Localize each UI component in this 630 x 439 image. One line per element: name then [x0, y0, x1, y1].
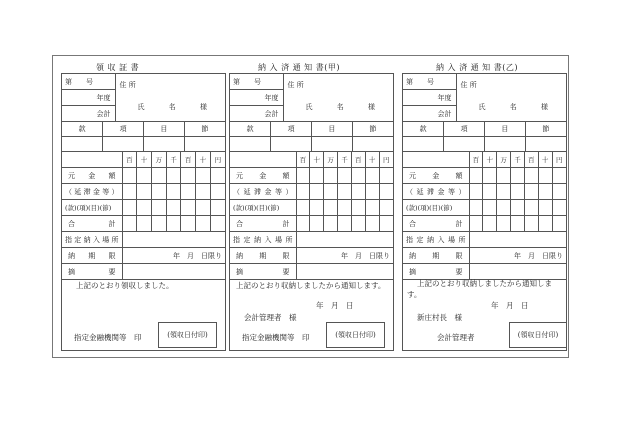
- budget-moku: 目: [312, 122, 353, 137]
- info-table: [403, 232, 566, 280]
- date-line: 年 月 日: [491, 301, 529, 310]
- budget-cell: [444, 137, 485, 152]
- budget-table: [230, 122, 393, 152]
- budget-cell: [352, 137, 393, 152]
- digit-juu: 十: [365, 152, 379, 168]
- receipt-date-stamp-box: [326, 322, 385, 348]
- digit-juu: 十: [483, 152, 497, 168]
- amount-spacer: [230, 152, 296, 168]
- slip-notice-a: [229, 73, 394, 351]
- total-label: 合 計: [62, 216, 122, 232]
- slip-receipt: [61, 73, 226, 351]
- budget-kou: 項: [271, 122, 312, 137]
- receipt-date-stamp-box: [158, 322, 217, 348]
- budget-moku: 目: [144, 122, 185, 137]
- digit-man: 万: [497, 152, 511, 168]
- budget-kan: 款: [403, 122, 444, 137]
- deadline-value: 年 月 日限り: [469, 248, 566, 264]
- institution-seal-label: 指定金融機関等 印: [242, 333, 310, 342]
- late-fee-label: （延滞金等）: [403, 184, 469, 200]
- institution-seal-label: 指定金融機関等 印: [74, 333, 142, 342]
- digit-hyaku: 百: [122, 152, 137, 168]
- address-label: 住 所: [287, 81, 304, 89]
- notify-statement-line1: 上記のとおり収納しましたから通知しま: [417, 279, 552, 288]
- digit-hyaku: 百: [181, 152, 196, 168]
- receipt-date-label: (領収日付印): [167, 331, 208, 339]
- receipt-statement: 上記のとおり領収しました。: [76, 281, 174, 290]
- deadline-value: 年 月 日限り: [122, 248, 225, 264]
- date-line: 年 月 日: [316, 301, 354, 310]
- place-label: 指定納入場所: [62, 232, 122, 248]
- principal-label: 元 金 額: [62, 168, 122, 184]
- info-table: [230, 232, 393, 280]
- amount-table: [403, 152, 566, 232]
- receipt-date-label: (領収日付印): [517, 331, 559, 339]
- address-label: 住 所: [119, 81, 136, 89]
- budget-cell: [525, 137, 566, 152]
- breakdown-label: (款)(項)(目)(節): [62, 200, 122, 216]
- budget-cell: [271, 137, 312, 152]
- digit-juu: 十: [196, 152, 211, 168]
- deadline-label: 納 期 限: [230, 248, 296, 264]
- digit-en: 円: [210, 152, 225, 168]
- digit-hyaku: 百: [351, 152, 365, 168]
- budget-cell: [103, 137, 144, 152]
- year-label: 年度: [62, 90, 115, 106]
- payer-cell: [283, 74, 393, 122]
- place-label: 指定納入場所: [403, 232, 469, 248]
- budget-setsu: 節: [525, 122, 566, 137]
- budget-cell: [144, 137, 185, 152]
- title-notice-b: 納 入 済 通 知 書(乙): [436, 63, 518, 72]
- deadline-label: 納 期 限: [62, 248, 122, 264]
- amount-spacer: [62, 152, 122, 168]
- late-fee-label: （延滞金等）: [230, 184, 296, 200]
- budget-setsu: 節: [352, 122, 393, 137]
- slip-header-table: [403, 74, 566, 122]
- manager-label: 会計管理者: [437, 333, 475, 342]
- digit-sen: 千: [338, 152, 352, 168]
- budget-kan: 款: [62, 122, 103, 137]
- budget-cell: [184, 137, 225, 152]
- title-notice-a: 納 入 済 通 知 書(甲): [258, 63, 340, 72]
- digit-juu: 十: [137, 152, 152, 168]
- notify-statement: 上記のとおり収納しましたから通知します。: [236, 281, 386, 290]
- payer-cell: [115, 74, 225, 122]
- digit-man: 万: [151, 152, 166, 168]
- digit-juu: 十: [310, 152, 324, 168]
- digit-en: 円: [552, 152, 566, 168]
- principal-label: 元 金 額: [230, 168, 296, 184]
- total-label: 合 計: [403, 216, 469, 232]
- budget-kan: 款: [230, 122, 271, 137]
- budget-table: [62, 122, 225, 152]
- remarks-label: 摘 要: [230, 264, 296, 280]
- notify-statement-line2: す。: [407, 290, 422, 299]
- budget-kou: 項: [103, 122, 144, 137]
- budget-setsu: 節: [184, 122, 225, 137]
- amount-table: [62, 152, 225, 232]
- slip-notice-b: [402, 73, 567, 351]
- slip-header-table: [62, 74, 225, 122]
- budget-cell: [403, 137, 444, 152]
- receipt-date-stamp-box: [509, 322, 567, 348]
- address-label: 住 所: [460, 81, 477, 89]
- digit-hyaku: 百: [469, 152, 483, 168]
- principal-label: 元 金 額: [403, 168, 469, 184]
- number-label: 第 号: [230, 74, 283, 90]
- title-receipt: 領 収 証 書: [96, 63, 140, 72]
- digit-hyaku: 百: [296, 152, 310, 168]
- remarks-label: 摘 要: [403, 264, 469, 280]
- digit-hyaku: 百: [524, 152, 538, 168]
- name-label: 氏 名 様: [478, 103, 548, 111]
- number-label: 第 号: [62, 74, 115, 90]
- budget-kou: 項: [444, 122, 485, 137]
- budget-moku: 目: [485, 122, 526, 137]
- place-label: 指定納入場所: [230, 232, 296, 248]
- budget-cell: [62, 137, 103, 152]
- digit-juu: 十: [538, 152, 552, 168]
- account-label: 会計: [62, 106, 115, 122]
- budget-table: [403, 122, 566, 152]
- budget-cell: [485, 137, 526, 152]
- year-label: 年度: [403, 90, 456, 106]
- digit-sen: 千: [511, 152, 525, 168]
- name-label: 氏 名 様: [137, 103, 207, 111]
- name-label: 氏 名 様: [305, 103, 375, 111]
- late-fee-label: （延滞金等）: [62, 184, 122, 200]
- receipt-date-label: (領収日付印): [335, 331, 376, 339]
- amount-spacer: [403, 152, 469, 168]
- budget-cell: [312, 137, 353, 152]
- slip-header-table: [230, 74, 393, 122]
- digit-sen: 千: [166, 152, 181, 168]
- budget-cell: [230, 137, 271, 152]
- digit-man: 万: [324, 152, 338, 168]
- payer-cell: [456, 74, 566, 122]
- breakdown-label: (款)(項)(目)(節): [230, 200, 296, 216]
- number-label: 第 号: [403, 74, 456, 90]
- account-label: 会計: [403, 106, 456, 122]
- year-label: 年度: [230, 90, 283, 106]
- deadline-value: 年 月 日限り: [296, 248, 393, 264]
- breakdown-label: (款)(項)(目)(節): [403, 200, 469, 216]
- mayor-recipient: 新庄村長 様: [417, 313, 462, 322]
- account-label: 会計: [230, 106, 283, 122]
- total-label: 合 計: [230, 216, 296, 232]
- info-table: [62, 232, 225, 280]
- amount-table: [230, 152, 393, 232]
- deadline-label: 納 期 限: [403, 248, 469, 264]
- manager-recipient: 会計管理者 様: [244, 313, 297, 322]
- digit-en: 円: [379, 152, 393, 168]
- remarks-label: 摘 要: [62, 264, 122, 280]
